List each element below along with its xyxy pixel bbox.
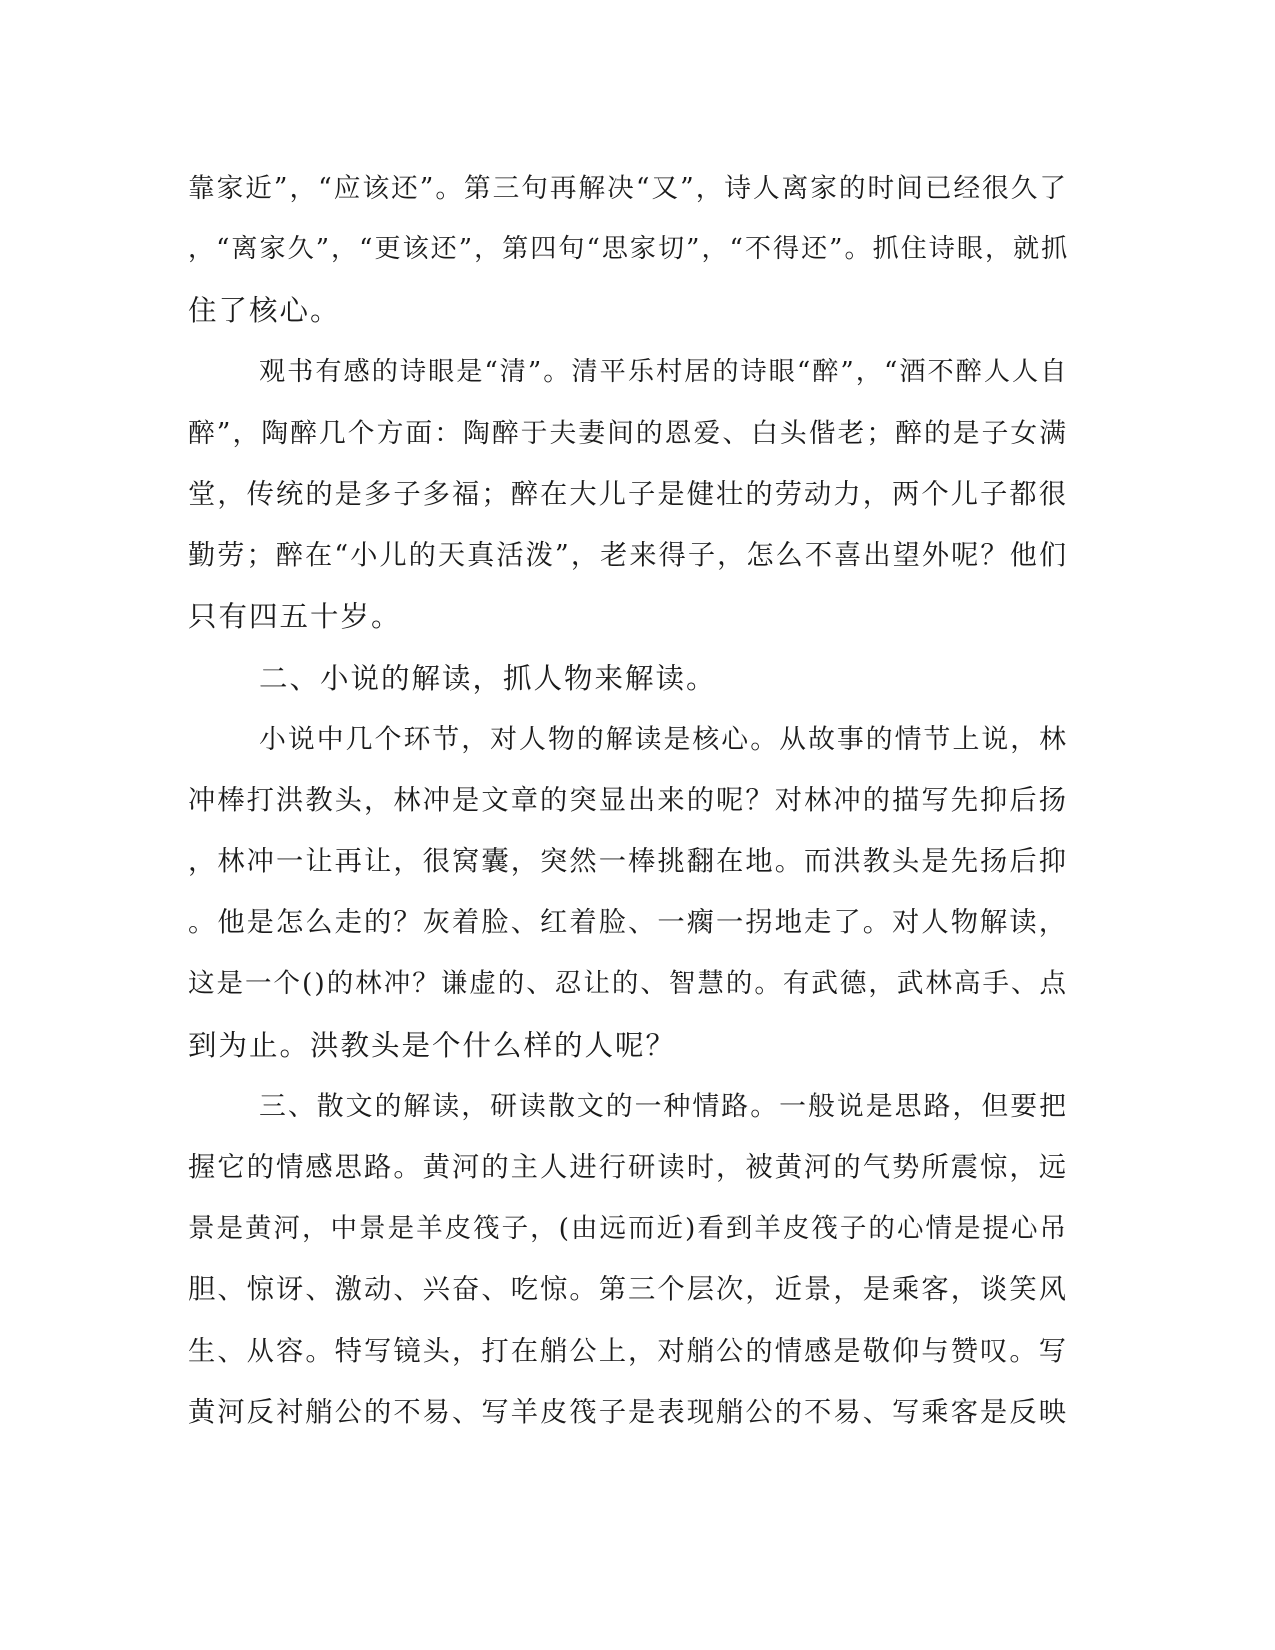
text-line: 住了核心。 (188, 294, 341, 328)
text-line: 胆、惊讶、激动、兴奋、吃惊。第三个层次，近景，是乘客，谈笑风 (188, 1274, 1068, 1306)
document-body (188, 158, 1068, 1443)
section-heading: 二、小说的解读，抓人物来解读。 (259, 661, 717, 695)
text-line: 。他是怎么走的？灰着脸、红着脸、一瘸一拐地走了。对人物解读， (188, 907, 1068, 939)
text-line: 握它的情感思路。黄河的主人进行研读时，被黄河的气势所震惊，远 (188, 1152, 1068, 1183)
text-line: 醉”，陶醉几个方面：陶醉于夫妻间的恩爱、白头偕老；醉的是子女满 (188, 417, 1068, 449)
section-heading: 三、散文的解读，研读散文的一种情路。一般说是思路，但要把 (259, 1090, 1068, 1122)
text-line: 靠家近”，“应该还”。第三句再解决“又”，诗人离家的时间已经很久了 (188, 173, 1068, 204)
text-line: ，林冲一让再让，很窝囊，突然一棒挑翻在地。而洪教头是先扬后抑 (188, 846, 1068, 878)
text-line: 冲棒打洪教头，林冲是文章的突显出来的呢？对林冲的描写先抑后扬 (188, 784, 1068, 816)
text-line: 黄河反衬艄公的不易、写羊皮筏子是表现艄公的不易、写乘客是反映 (188, 1396, 1068, 1428)
text-line: 只有四五十岁。 (188, 600, 402, 634)
text-line: 堂，传统的是多子多福；醉在大儿子是健壮的劳动力，两个儿子都很 (188, 478, 1068, 510)
text-line: 观书有感的诗眼是“清”。清平乐村居的诗眼“醉”，“酒不醉人人自 (259, 356, 1069, 387)
text-line: 生、从容。特写镜头，打在艄公上，对艄公的情感是敬仰与赞叹。写 (188, 1335, 1068, 1367)
text-line: 到为止。洪教头是个什么样的人呢？ (188, 1028, 677, 1062)
text-line: ，“离家久”，“更该还”，第四句“思家切”，“不得还”。抓住诗眼，就抓 (188, 234, 1070, 265)
text-line: 这是一个()的林冲？谦虚的、忍让的、智慧的。有武德，武林高手、点 (188, 968, 1068, 1000)
text-line: 景是黄河，中景是羊皮筏子，(由远而近)看到羊皮筏子的心情是提心吊 (188, 1213, 1068, 1245)
text-line: 勤劳；醉在“小儿的天真活泼”，老来得子，怎么不喜出望外呢？他们 (188, 540, 1068, 572)
text-line: 小说中几个环节，对人物的解读是核心。从故事的情节上说，林 (259, 723, 1068, 755)
